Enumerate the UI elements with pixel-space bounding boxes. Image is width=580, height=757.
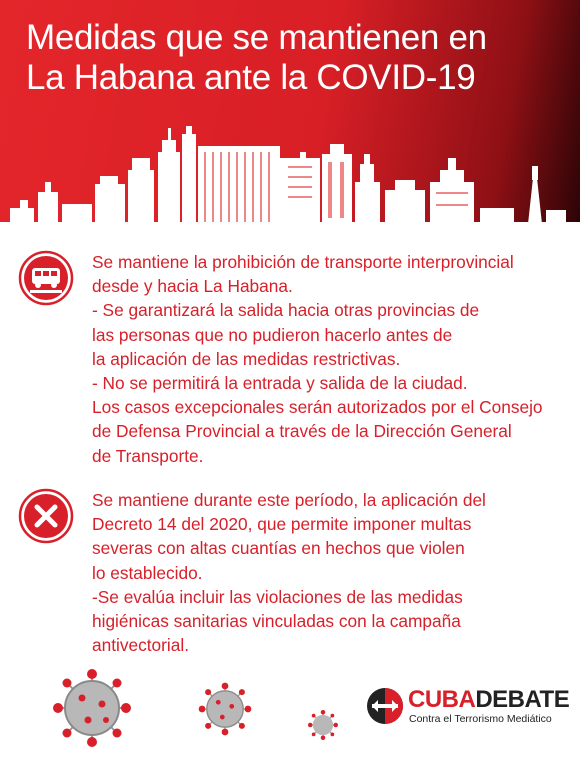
text-line: la aplicación de las medidas restrictivas. (92, 348, 401, 369)
cubadebate-logo-icon (366, 687, 404, 725)
title-line-1: Medidas que se mantienen en (26, 18, 487, 57)
text-line: higiénicas sanitarias vinculadas con la campaña (92, 611, 461, 632)
cubadebate-logo[interactable] (362, 685, 570, 729)
text-line: Se mantiene la prohibición de transporte interprovincial (92, 252, 514, 272)
logo-part-1: CUBA (408, 686, 476, 713)
page-title (26, 18, 566, 98)
text-line: -Se evalúa incluir las violaciones de las medidas (92, 586, 463, 607)
logo-tagline: Contra el Terrorismo Mediático (409, 713, 552, 725)
logo-wordmark (408, 687, 569, 713)
havana-skyline-illustration (0, 118, 580, 232)
text-line: Se mantiene durante este período, la aplicación del (92, 490, 486, 510)
text-line: Los casos excepcionales serán autorizados por el Consejo (92, 397, 543, 418)
text-line: lo establecido. (92, 562, 203, 583)
coronavirus-icon (52, 668, 132, 748)
text-line: de Defensa Provincial a través de la Dirección General (92, 421, 512, 442)
coronavirus-icon (308, 710, 338, 740)
bus-icon (18, 250, 74, 306)
measure-decree-text (92, 488, 572, 657)
text-line: de Transporte. (92, 445, 204, 466)
text-line: - Se garantizará la salida hacia otras provincias de (92, 300, 480, 321)
text-line: Decreto 14 del 2020, que permite imponer multas (92, 514, 472, 535)
text-line: las personas que no pudieron hacerlo antes de (92, 324, 453, 345)
x-mark-icon (18, 488, 74, 544)
logo-part-2: DEBATE (475, 686, 570, 713)
text-line: - No se permitirá la entrada y salida de la ciudad. (92, 373, 468, 394)
measure-transport-text (92, 250, 572, 468)
coronavirus-icon (198, 682, 252, 736)
text-line: desde y hacia La Habana. (92, 276, 293, 297)
text-line: severas con altas cuantías en hechos que violen (92, 538, 465, 559)
title-line-2: La Habana ante la COVID-19 (26, 58, 476, 97)
header-banner (0, 0, 580, 232)
text-line: antivectorial. (92, 635, 190, 656)
